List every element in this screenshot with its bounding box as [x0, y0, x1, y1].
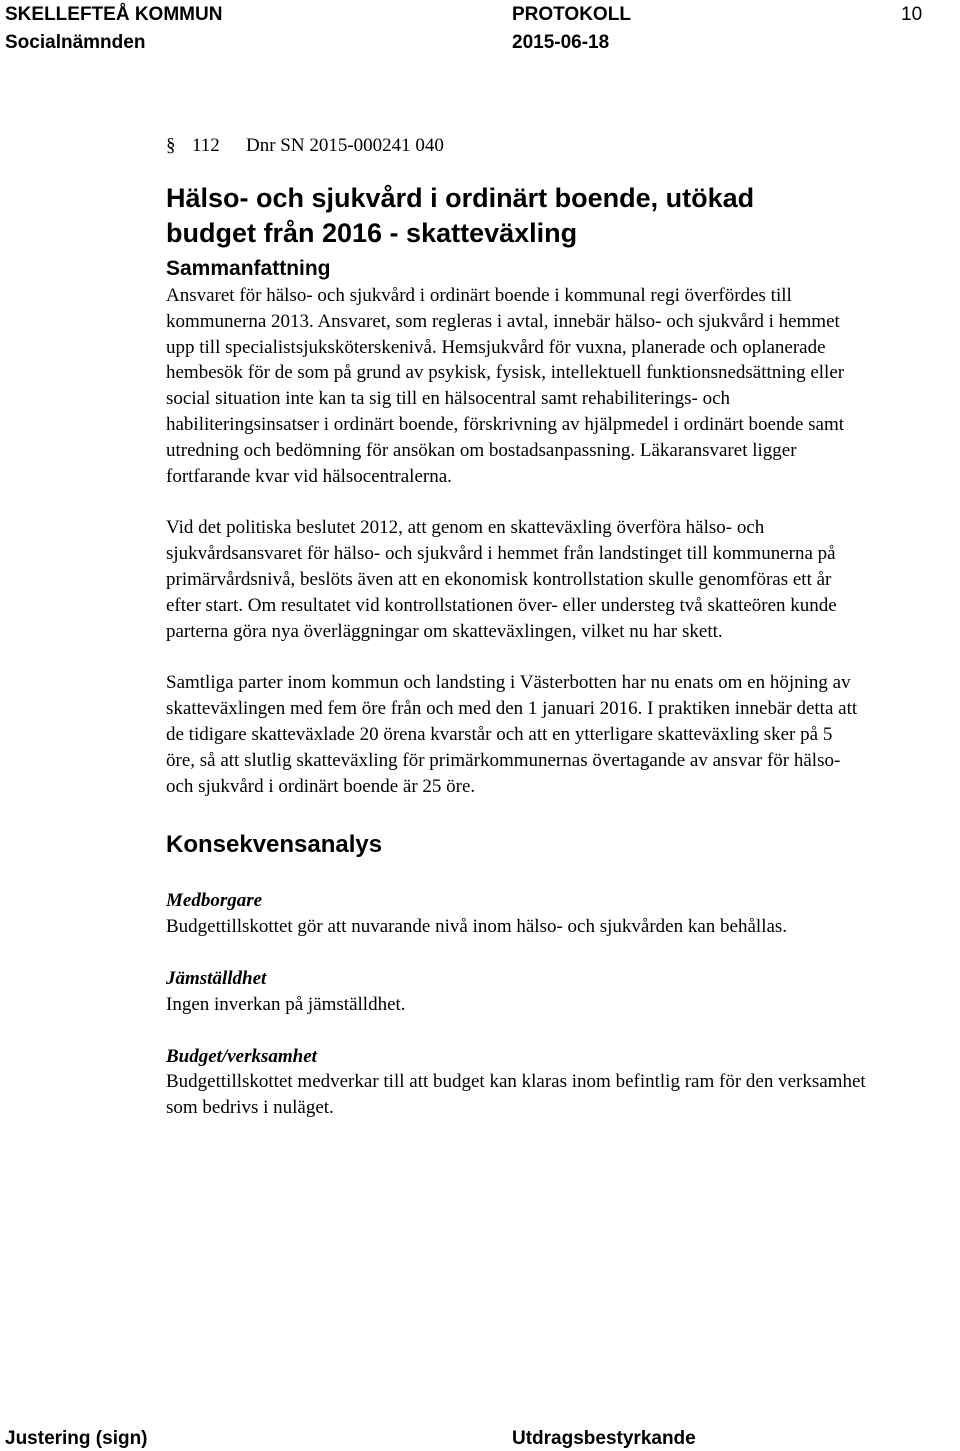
- equality-text: Ingen inverkan på jämställdhet.: [166, 993, 406, 1015]
- extract-certification-label: Utdragsbestyrkande: [512, 1428, 696, 1449]
- section-reference-line: [166, 133, 866, 159]
- footer-row: [0, 1428, 960, 1450]
- section-number: 112: [192, 135, 220, 156]
- budget-text: Budgettillskottet medverkar till att budget kan klaras inom befintlig ram för den verksamhet som bedrivs i nuläget.: [166, 1071, 866, 1119]
- header-row-top: [0, 4, 960, 26]
- paragraph-sign: §: [166, 135, 176, 156]
- document-type: PROTOKOLL: [512, 4, 631, 25]
- case-title: Hälso- och sjukvård i ordinärt boende, utökad budget från 2016 - skatteväxling: [166, 183, 755, 248]
- meeting-date: 2015-06-18: [512, 32, 610, 53]
- signature-label: Justering (sign): [5, 1428, 148, 1449]
- protocol-content: [166, 133, 866, 1121]
- consequence-analysis-heading: Konsekvensanalys: [166, 831, 383, 859]
- summary-paragraph: Samtliga parter inom kommun och landsting i Västerbotten har nu enats om en höjning av skatteväxlingen med fem öre från och med den 1 januari 2016. I praktiken innebär detta att de tidigare skatteväxlade 20 örena kvarstår och att en ytterligare skatteväxling sker på 5 öre, så att slutlig skatteväxling för primärkommunernas övertagande av ansvar för hälso- och sjukvård i ordinärt boende är 25 öre.: [166, 672, 858, 797]
- header-row-bottom: [0, 32, 960, 54]
- summary-paragraph: Vid det politiska beslutet 2012, att genom en skatteväxling överföra hälso- och sjukvårdsansvaret för hälso- och sjukvård i hemmet från landstinget till kommunerna på primärvårdsnivå, beslöts även att en ekonomisk kontrollstation skulle genomföras ett år efter start. Om resultatet vid kontrollstationen över- eller understeg två skatteören kunde parterna göra nya överläggningar om skatteväxlingen, vilket nu har skett.: [166, 517, 837, 642]
- summary-paragraph: Ansvaret för hälso- och sjukvård i ordinärt boende i kommunal regi överfördes till kommunerna 2013. Ansvaret, som regleras i avtal, innebär hälso- och sjukvård i hemmet upp till specialistsjuksköterskenivå. Hemsjukvård för vuxna, planerade och oplanerade hembesök för de som på grund av psykisk, fysisk, intellektuell funktionsnedsättning eller social situation inte kan ta sig till en hälsocentral samt rehabiliterings- och habiliteringsinsatser i ordinärt boende, förskrivning av hjälpmedel i ordinärt boende samt utredning och bedömning för ansökan om bostadsanpassning. Läkaransvaret ligger fortfarande kvar vid hälsocentralerna.: [166, 285, 845, 487]
- citizen-text: Budgettillskottet gör att nuvarande nivå inom hälso- och sjukvården kan behållas.: [166, 916, 788, 938]
- municipality-name: SKELLEFTEÅ KOMMUN: [5, 4, 223, 25]
- summary-heading: Sammanfattning: [166, 257, 331, 280]
- page-number: 10: [901, 4, 923, 25]
- budget-subheading: Budget/verksamhet: [166, 1045, 317, 1067]
- committee-name: Socialnämnden: [5, 32, 146, 53]
- citizen-subheading: Medborgare: [166, 890, 263, 912]
- equality-subheading: Jämställdhet: [166, 967, 267, 989]
- case-number: Dnr SN 2015-000241 040: [246, 135, 444, 156]
